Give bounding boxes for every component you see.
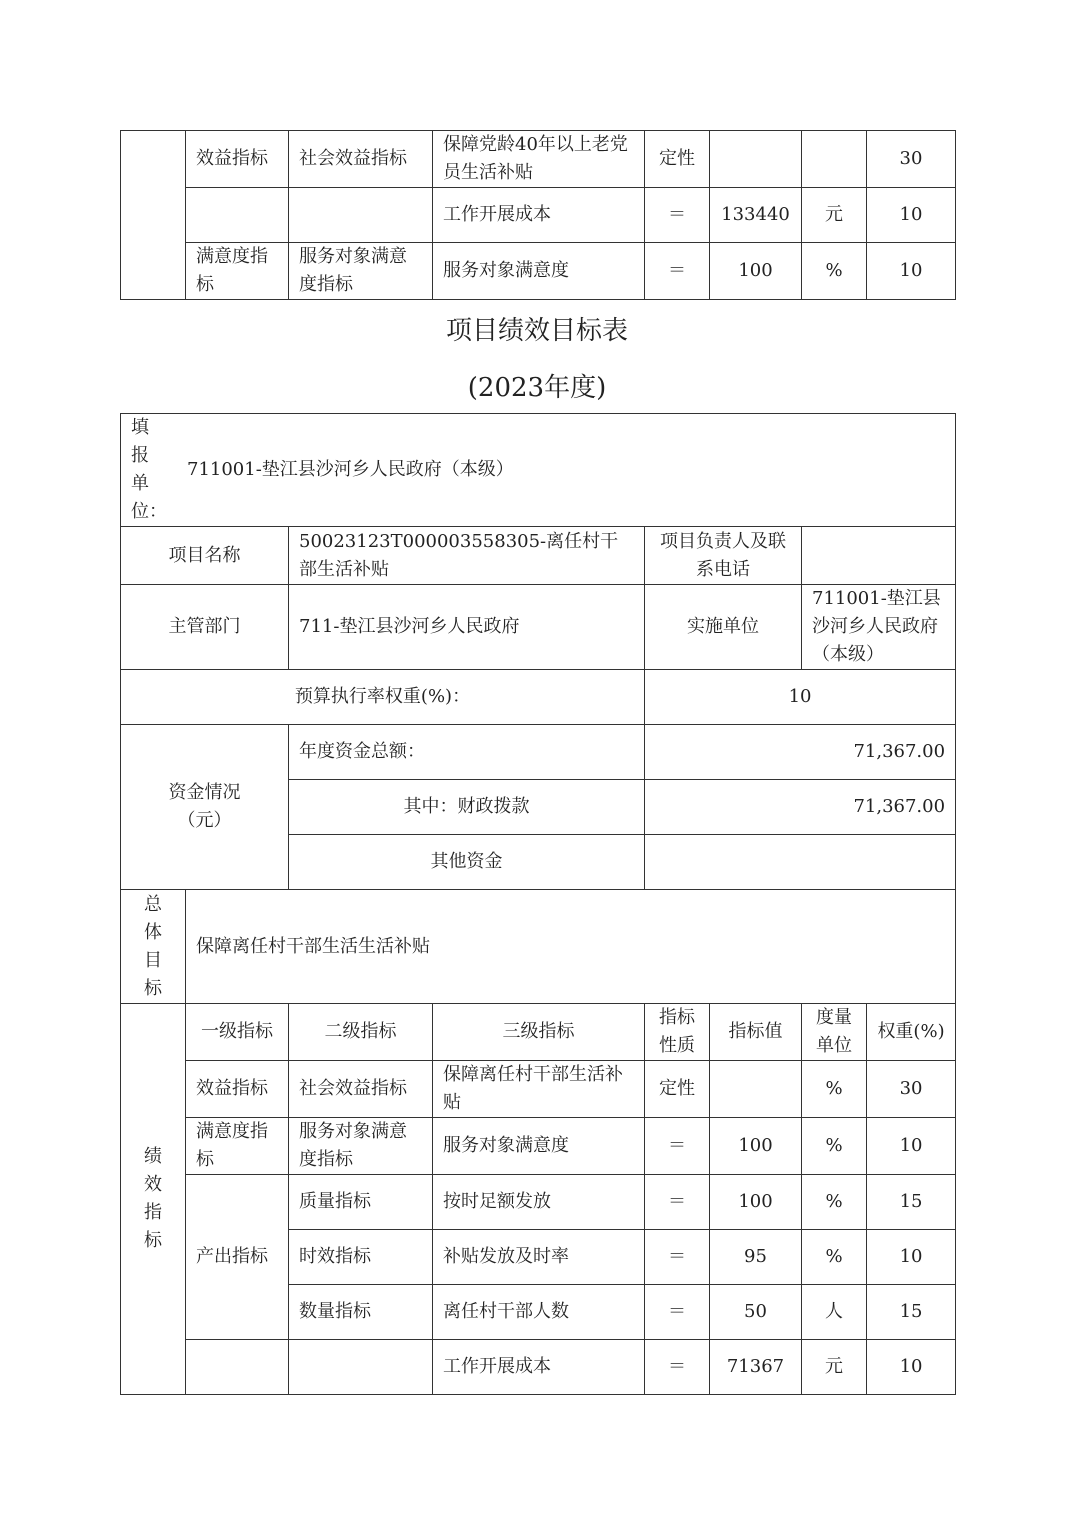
level2-cell: 时效指标 — [289, 1230, 433, 1285]
project-name-value: 50023123T000003558305-离任村干部生活补贴 — [289, 527, 645, 585]
nature-cell: ＝ — [645, 1285, 710, 1340]
level3-cell: 工作开展成本 — [433, 188, 645, 243]
project-name-row — [121, 527, 956, 585]
unit-cell — [802, 131, 867, 188]
funds-total-label: 年度资金总额： — [289, 725, 645, 780]
reporting-unit-label: 填报单位： — [131, 417, 167, 522]
nature-cell: ＝ — [645, 1175, 710, 1230]
level2-cell: 质量指标 — [289, 1175, 433, 1230]
funds-other-label: 其他资金 — [289, 835, 645, 890]
level1-cell: 效益指标 — [186, 1061, 289, 1118]
nature-cell: ＝ — [645, 243, 710, 300]
weight-cell: 10 — [867, 1340, 956, 1395]
level3-cell: 服务对象满意度 — [433, 243, 645, 300]
indicator-header-row — [121, 1004, 956, 1061]
funds-other-value — [645, 835, 956, 890]
reporting-unit-row — [121, 414, 956, 527]
unit-cell: % — [802, 1118, 867, 1175]
weight-cell: 15 — [867, 1285, 956, 1340]
impl-value: 711001-垫江县沙河乡人民政府（本级） — [802, 585, 956, 670]
level3-cell: 保障离任村干部生活补贴 — [433, 1061, 645, 1118]
nature-cell: 定性 — [645, 1061, 710, 1118]
value-cell — [710, 1061, 802, 1118]
page-title: 项目绩效目标表 — [445, 316, 628, 346]
nature-cell: 定性 — [645, 131, 710, 188]
nature-cell: ＝ — [645, 188, 710, 243]
level2-cell: 社会效益指标 — [289, 131, 433, 188]
header-l2: 二级指标 — [289, 1004, 433, 1061]
project-name-label: 项目名称 — [121, 527, 289, 585]
unit-cell: 元 — [802, 1340, 867, 1395]
unit-cell: 人 — [802, 1285, 867, 1340]
unit-cell: % — [802, 243, 867, 300]
header-unit: 度量单位 — [802, 1004, 867, 1061]
dept-label: 主管部门 — [121, 585, 289, 670]
weight-cell: 30 — [867, 1061, 956, 1118]
header-weight: 权重(%) — [867, 1004, 956, 1061]
table-row — [121, 188, 956, 243]
level2-cell — [289, 188, 433, 243]
reporting-unit-value: 711001-垫江县沙河乡人民政府（本级） — [187, 459, 514, 480]
weight-cell: 10 — [867, 243, 956, 300]
table-row — [121, 1061, 956, 1118]
table-row — [121, 1340, 956, 1395]
table-row — [121, 1118, 956, 1175]
level1-cell: 产出指标 — [186, 1175, 289, 1340]
table-row — [121, 1175, 956, 1230]
header-l3: 三级指标 — [433, 1004, 645, 1061]
nature-cell: ＝ — [645, 1230, 710, 1285]
table-row — [121, 131, 956, 188]
level2-cell: 数量指标 — [289, 1285, 433, 1340]
goal-value: 保障离任村干部生活生活补贴 — [186, 890, 956, 1004]
weight-cell: 10 — [867, 1118, 956, 1175]
funds-label: 资金情况（元） — [168, 782, 241, 831]
nature-cell: ＝ — [645, 1118, 710, 1175]
budget-rate-value: 10 — [645, 670, 956, 725]
leader-label: 项目负责人及联系电话 — [645, 527, 802, 585]
funds-fiscal-value: 71,367.00 — [645, 780, 956, 835]
level3-cell: 离任村干部人数 — [433, 1285, 645, 1340]
level2-cell: 服务对象满意度指标 — [289, 243, 433, 300]
level1-cell: 满意度指标 — [186, 243, 289, 300]
unit-cell: % — [802, 1061, 867, 1118]
weight-cell: 30 — [867, 131, 956, 188]
budget-rate-label: 预算执行率权重(%)： — [121, 670, 645, 725]
unit-cell: % — [802, 1230, 867, 1285]
department-row — [121, 585, 956, 670]
budget-rate-row — [121, 670, 956, 725]
weight-cell: 10 — [867, 188, 956, 243]
value-cell: 100 — [710, 243, 802, 300]
level3-cell: 保障党龄40年以上老党员生活补贴 — [433, 131, 645, 188]
level1-cell: 满意度指标 — [186, 1118, 289, 1175]
value-cell — [710, 131, 802, 188]
level2-cell — [289, 1340, 433, 1395]
header-l1: 一级指标 — [186, 1004, 289, 1061]
level3-cell: 工作开展成本 — [433, 1340, 645, 1395]
level2-cell: 服务对象满意度指标 — [289, 1118, 433, 1175]
funds-fiscal-label: 其中：财政拨款 — [289, 780, 645, 835]
level2-cell: 社会效益指标 — [289, 1061, 433, 1118]
year-subtitle: (2023年度) — [467, 373, 607, 403]
value-cell: 71367 — [710, 1340, 802, 1395]
impl-label: 实施单位 — [645, 585, 802, 670]
performance-target-table — [120, 413, 956, 1395]
level1-cell: 效益指标 — [186, 131, 289, 188]
top-indicator-table — [120, 130, 956, 300]
value-cell: 50 — [710, 1285, 802, 1340]
funds-total-value: 71,367.00 — [645, 725, 956, 780]
indicators-section-label: 绩效指标 — [144, 1146, 162, 1251]
table-row — [121, 243, 956, 300]
empty-cell — [121, 131, 186, 300]
level1-cell — [186, 188, 289, 243]
value-cell: 133440 — [710, 188, 802, 243]
value-cell: 100 — [710, 1175, 802, 1230]
funds-total-row — [121, 725, 956, 780]
unit-cell: 元 — [802, 188, 867, 243]
header-nature: 指标性质 — [645, 1004, 710, 1061]
value-cell: 100 — [710, 1118, 802, 1175]
level3-cell: 按时足额发放 — [433, 1175, 645, 1230]
weight-cell: 15 — [867, 1175, 956, 1230]
weight-cell: 10 — [867, 1230, 956, 1285]
leader-value — [802, 527, 956, 585]
level1-cell — [186, 1340, 289, 1395]
unit-cell: % — [802, 1175, 867, 1230]
header-value: 指标值 — [710, 1004, 802, 1061]
overall-goal-row — [121, 890, 956, 1004]
nature-cell: ＝ — [645, 1340, 710, 1395]
value-cell: 95 — [710, 1230, 802, 1285]
level3-cell: 服务对象满意度 — [433, 1118, 645, 1175]
dept-value: 711-垫江县沙河乡人民政府 — [289, 585, 645, 670]
level3-cell: 补贴发放及时率 — [433, 1230, 645, 1285]
goal-label: 总体目标 — [144, 893, 162, 999]
